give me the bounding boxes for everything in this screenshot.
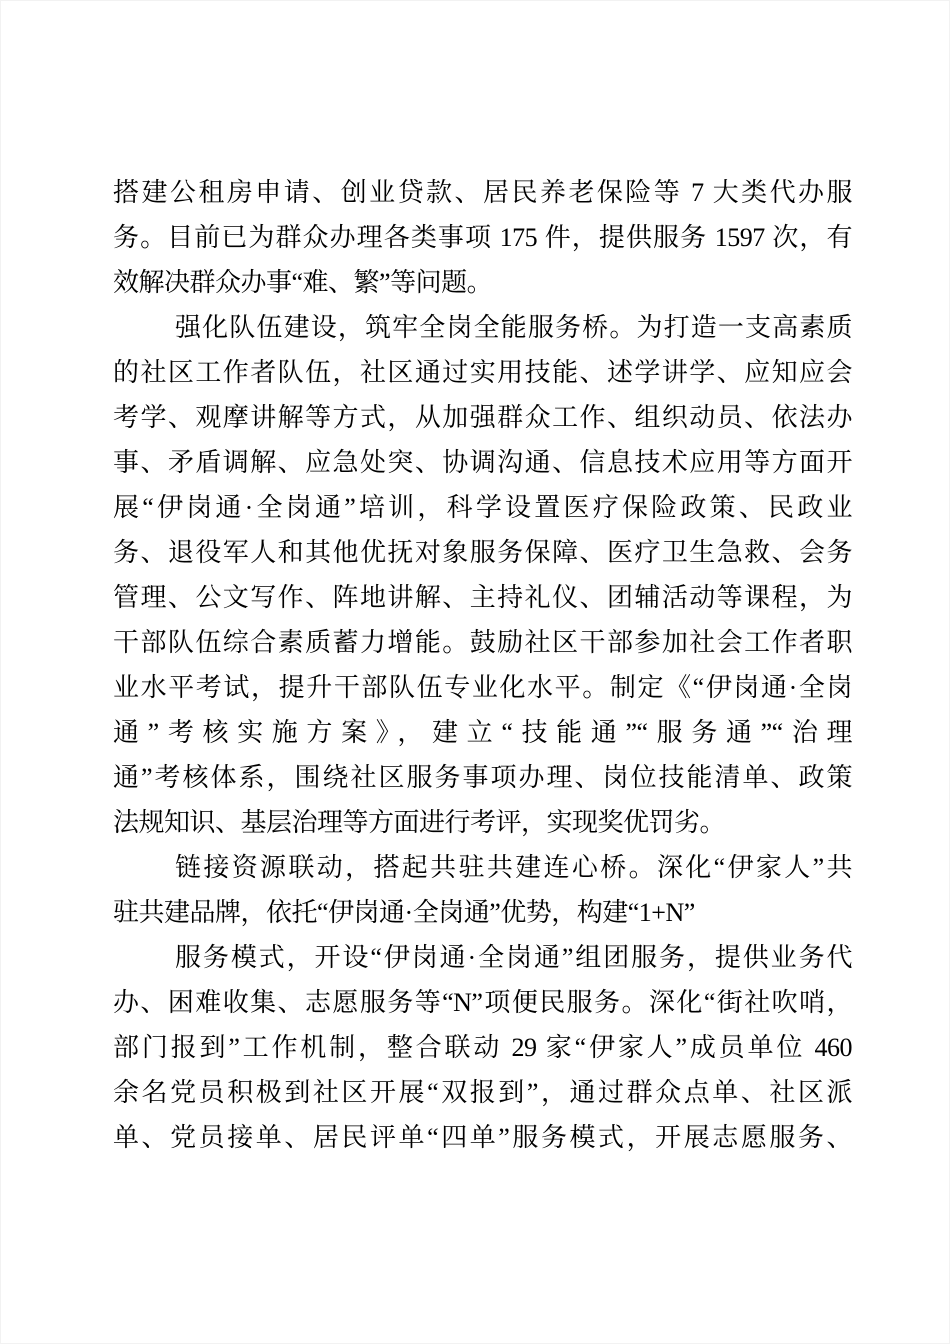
- text-line: 服务模式，开设“伊岗通·全岗通”组团服务，提供业务代: [175, 943, 852, 972]
- text-line: 强化队伍建设，筑牢全岗全能服务桥。为打造一支高素质: [175, 313, 852, 342]
- text-line: 驻共建品牌，依托“伊岗通·全岗通”优势，构建“1+N”: [113, 898, 695, 927]
- text-line: 干部队伍综合素质蓄力增能。鼓励社区干部参加社会工作者职: [113, 628, 852, 657]
- text-line: 通”考核实施方案》，建立“技能通”“服务通”“治理: [113, 718, 852, 747]
- text-line: 搭建公租房申请、创业贷款、居民养老保险等 7 大类代办服: [113, 178, 852, 207]
- text-line: 链接资源联动，搭起共驻共建连心桥。深化“伊家人”共: [175, 853, 852, 882]
- text-line: 展“伊岗通·全岗通”培训，科学设置医疗保险政策、民政业: [113, 493, 852, 522]
- document-body: [113, 170, 852, 1160]
- text-line: 余名党员积极到社区开展“双报到”，通过群众点单、社区派: [113, 1078, 852, 1107]
- text-line: 业水平考试，提升干部队伍专业化水平。制定《“伊岗通·全岗: [113, 673, 852, 702]
- text-line: 事、矛盾调解、应急处突、协调沟通、信息技术应用等方面开: [113, 448, 852, 477]
- text-line: 效解决群众办事“难、繁”等问题。: [113, 268, 493, 297]
- text-line: 单、党员接单、居民评单“四单”服务模式，开展志愿服务、: [113, 1123, 852, 1152]
- text-line: 的社区工作者队伍，社区通过实用技能、述学讲学、应知应会: [113, 358, 852, 387]
- text-line: 务、退役军人和其他优抚对象服务保障、医疗卫生急救、会务: [113, 538, 852, 567]
- text-line: 考学、观摩讲解等方式，从加强群众工作、组织动员、依法办: [113, 403, 852, 432]
- text-line: 务。目前已为群众办理各类事项 175 件，提供服务 1597 次，有: [113, 223, 852, 252]
- text-line: 法规知识、基层治理等方面进行考评，实现奖优罚劣。: [113, 808, 726, 837]
- text-line: 部门报到”工作机制，整合联动 29 家“伊家人”成员单位 460: [113, 1033, 852, 1062]
- text-line: 办、困难收集、志愿服务等“N”项便民服务。深化“街社吹哨，: [113, 988, 852, 1017]
- text-line: 通”考核体系，围绕社区服务事项办理、岗位技能清单、政策: [113, 763, 852, 792]
- text-line: 管理、公文写作、阵地讲解、主持礼仪、团辅活动等课程，为: [113, 583, 852, 612]
